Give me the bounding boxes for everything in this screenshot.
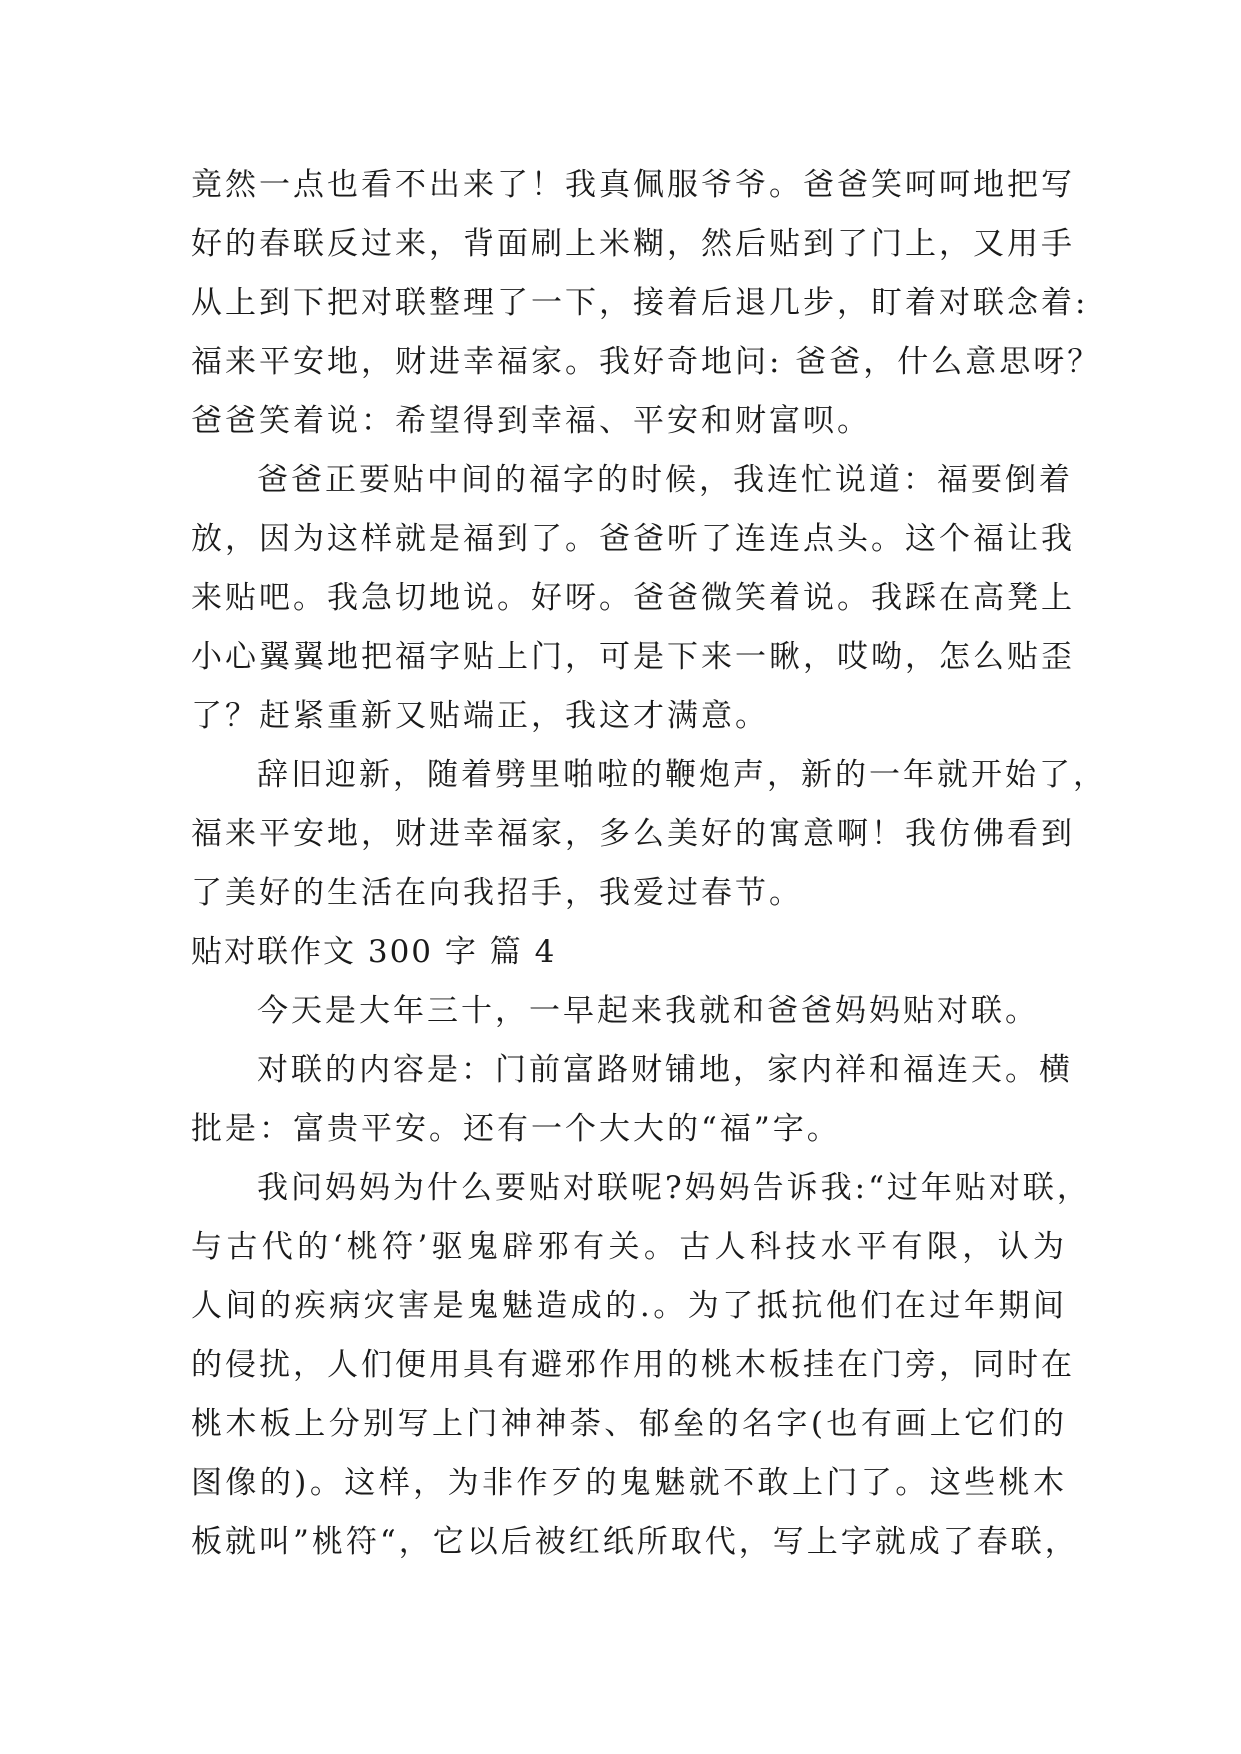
text-line: 板就叫”桃符“，它以后被红纸所取代，写上字就成了春联， bbox=[191, 1524, 1079, 1560]
text-line: 与古代的‘桃符’驱鬼辟邪有关。古人科技水平有限，认为 bbox=[191, 1229, 1067, 1265]
text-line: 桃木板上分别写上门神神荼、郁垒的名字(也有画上它们的 bbox=[191, 1406, 1067, 1442]
paragraph-start-line: 我问妈妈为什么要贴对联呢?妈妈告诉我:“过年贴对联， bbox=[257, 1170, 1091, 1206]
text-line: 批是：富贵平安。还有一个大大的“福”字。 bbox=[191, 1111, 841, 1147]
text-line: 好的春联反过来，背面刷上米糊，然后贴到了门上，又用手 bbox=[191, 226, 1075, 262]
text-line: 小心翼翼地把福字贴上门，可是下来一瞅，哎呦，怎么贴歪 bbox=[191, 639, 1075, 675]
text-line: 福来平安地，财进幸福家，多么美好的寓意啊！我仿佛看到 bbox=[191, 816, 1075, 852]
section-heading: 贴对联作文 300 字 篇 4 bbox=[191, 934, 557, 970]
text-line: 放，因为这样就是福到了。爸爸听了连连点头。这个福让我 bbox=[191, 521, 1075, 557]
text-line: 的侵扰，人们便用具有避邪作用的桃木板挂在门旁，同时在 bbox=[191, 1347, 1075, 1383]
paragraph-start-line: 对联的内容是：门前富路财铺地，家内祥和福连天。横 bbox=[257, 1052, 1073, 1088]
text-line: 图像的)。这样，为非作歹的鬼魅就不敢上门了。这些桃木 bbox=[191, 1465, 1067, 1501]
text-line: 了？赶紧重新又贴端正，我这才满意。 bbox=[191, 698, 769, 734]
text-line: 竟然一点也看不出来了！我真佩服爷爷。爸爸笑呵呵地把写 bbox=[191, 167, 1075, 203]
paragraph-start-line: 爸爸正要贴中间的福字的时候，我连忙说道：福要倒着 bbox=[257, 462, 1073, 498]
text-line: 福来平安地，财进幸福家。我好奇地问: 爸爸，什么意思呀？ bbox=[191, 344, 1102, 380]
text-line: 了美好的生活在向我招手，我爱过春节。 bbox=[191, 875, 803, 911]
paragraph-start-line: 辞旧迎新，随着劈里啪啦的鞭炮声，新的一年就开始了， bbox=[257, 757, 1107, 793]
paragraph-start-line: 今天是大年三十，一早起来我就和爸爸妈妈贴对联。 bbox=[257, 993, 1039, 1029]
essay-text bbox=[191, 156, 1107, 1572]
text-line: 人间的疾病灾害是鬼魅造成的.。为了抵抗他们在过年期间 bbox=[191, 1288, 1067, 1324]
text-line: 从上到下把对联整理了一下，接着后退几步，盯着对联念着: bbox=[191, 285, 1089, 321]
text-line: 爸爸笑着说：希望得到幸福、平安和财富呗。 bbox=[191, 403, 871, 439]
text-line: 来贴吧。我急切地说。好呀。爸爸微笑着说。我踩在高凳上 bbox=[191, 580, 1075, 616]
